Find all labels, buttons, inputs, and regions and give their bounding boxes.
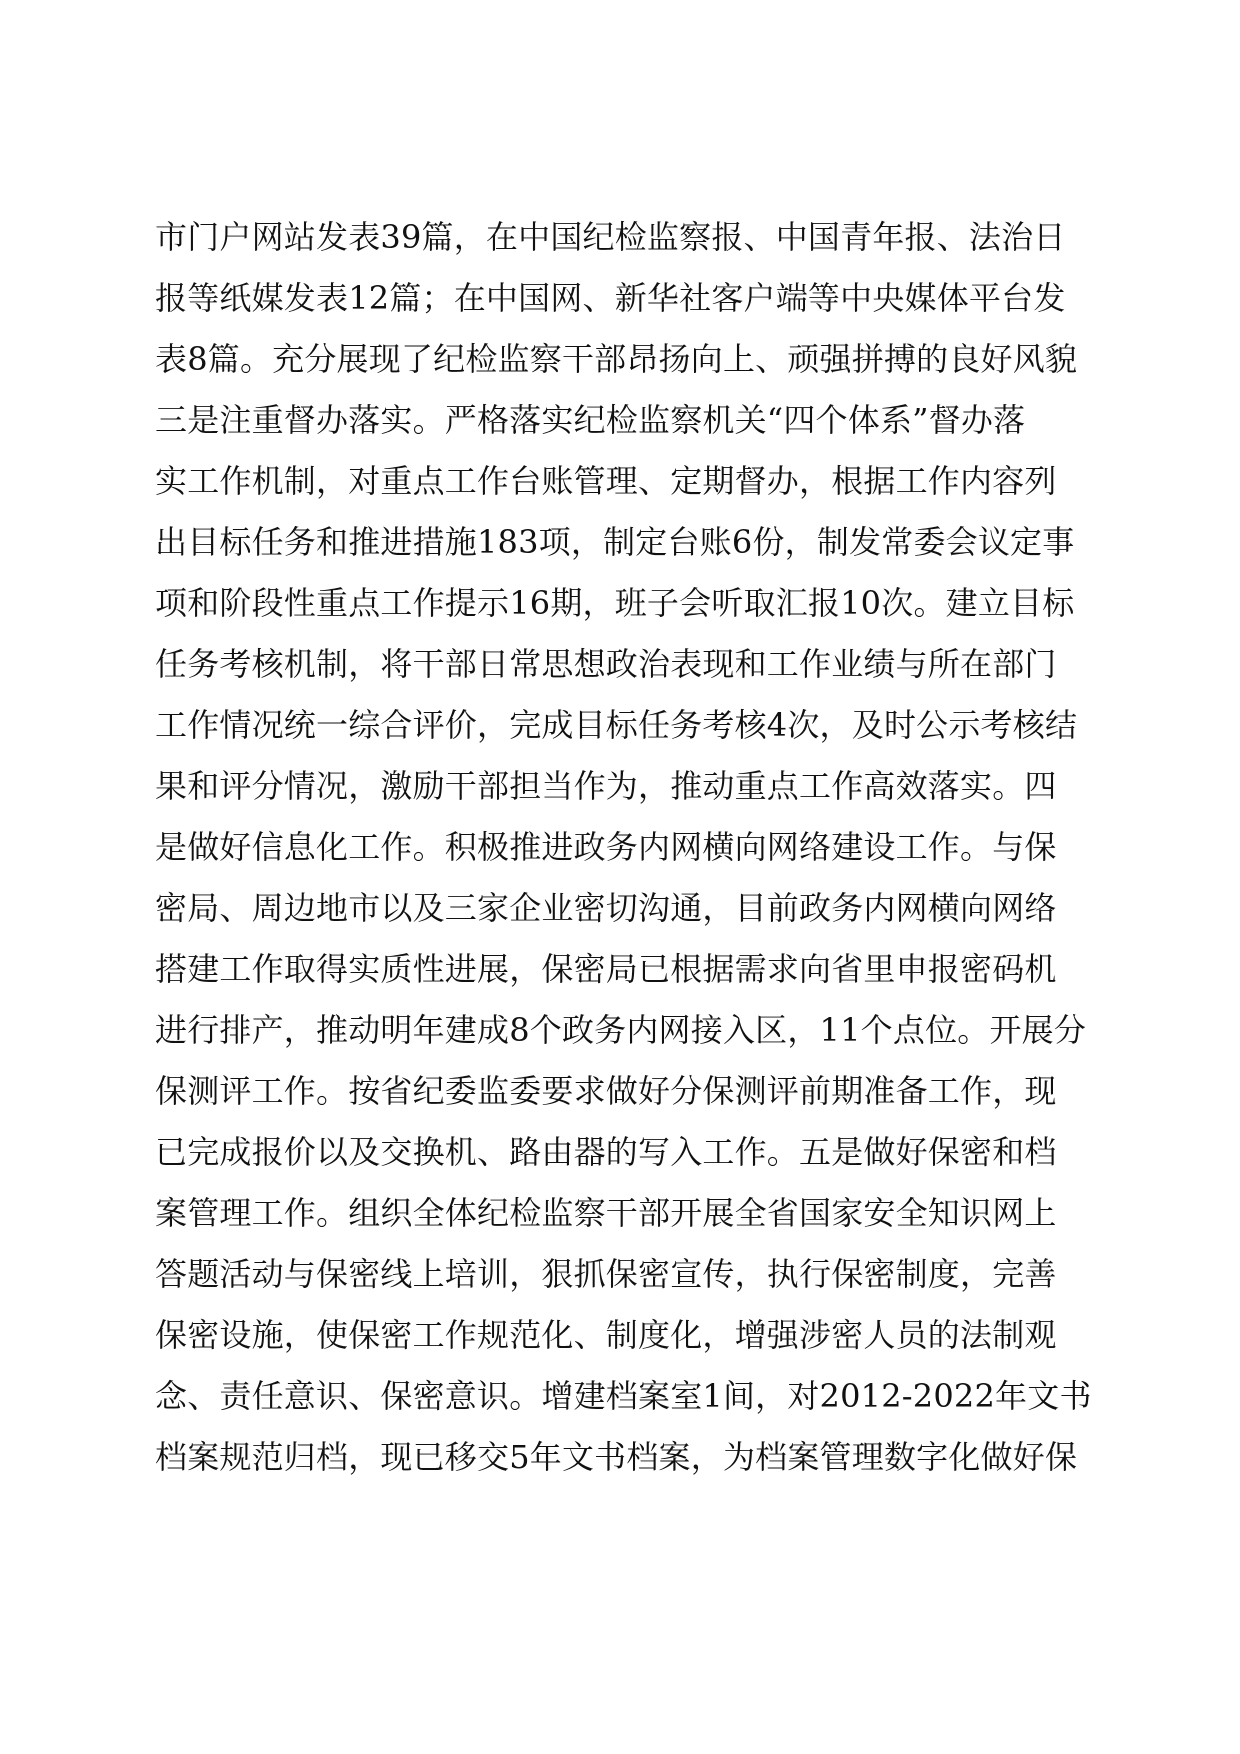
body-text-line: 市门户网站发表39篇，在中国纪检监察报、中国青年报、法治日 [155,218,1066,256]
body-text-line: 项和阶段性重点工作提示16期，班子会听取汇报10次。建立目标 [155,584,1075,622]
body-text-line: 案管理工作。组织全体纪检监察干部开展全省国家安全知识网上 [155,1194,1057,1232]
body-text-line: 表8篇。充分展现了纪检监察干部昂扬向上、顽强拼搏的良好风貌 [155,340,1078,378]
body-text-line: 保密设施，使保密工作规范化、制度化，增强涉密人员的法制观 [155,1316,1057,1354]
body-text-line: 出目标任务和推进措施183项，制定台账6份，制发常委会议定事 [155,523,1075,561]
body-text-line: 实工作机制，对重点工作台账管理、定期督办，根据工作内容列 [155,462,1057,500]
body-text-line: 工作情况统一综合评价，完成目标任务考核4次，及时公示考核结 [155,706,1078,744]
body-text-line: 保测评工作。按省纪委监委要求做好分保测评前期准备工作，现 [155,1072,1057,1110]
body-text-line: 任务考核机制，将干部日常思想政治表现和工作业绩与所在部门 [155,645,1057,683]
body-text-line: 已完成报价以及交换机、路由器的写入工作。五是做好保密和档 [155,1133,1057,1171]
body-text-line: 档案规范归档，现已移交5年文书档案，为档案管理数字化做好保 [155,1438,1078,1476]
body-text-line: 密局、周边地市以及三家企业密切沟通，目前政务内网横向网络 [155,889,1057,927]
body-text-line: 果和评分情况，激励干部担当作为，推动重点工作高效落实。四 [155,767,1057,805]
body-text-line: 报等纸媒发表12篇；在中国网、新华社客户端等中央媒体平台发 [155,279,1066,317]
body-text-line: 搭建工作取得实质性进展，保密局已根据需求向省里申报密码机 [155,950,1057,988]
body-text-line: 三是注重督办落实。严格落实纪检监察机关“四个体系”督办落 [155,401,1026,439]
body-text-line: 是做好信息化工作。积极推进政务内网横向网络建设工作。与保 [155,828,1057,866]
body-text-line: 进行排产，推动明年建成8个政务内网接入区，11个点位。开展分 [155,1011,1087,1049]
body-text-line: 念、责任意识、保密意识。增建档案室1间，对2012-2022年文书 [155,1377,1092,1415]
body-text-line: 答题活动与保密线上培训，狠抓保密宣传，执行保密制度，完善 [155,1255,1057,1293]
